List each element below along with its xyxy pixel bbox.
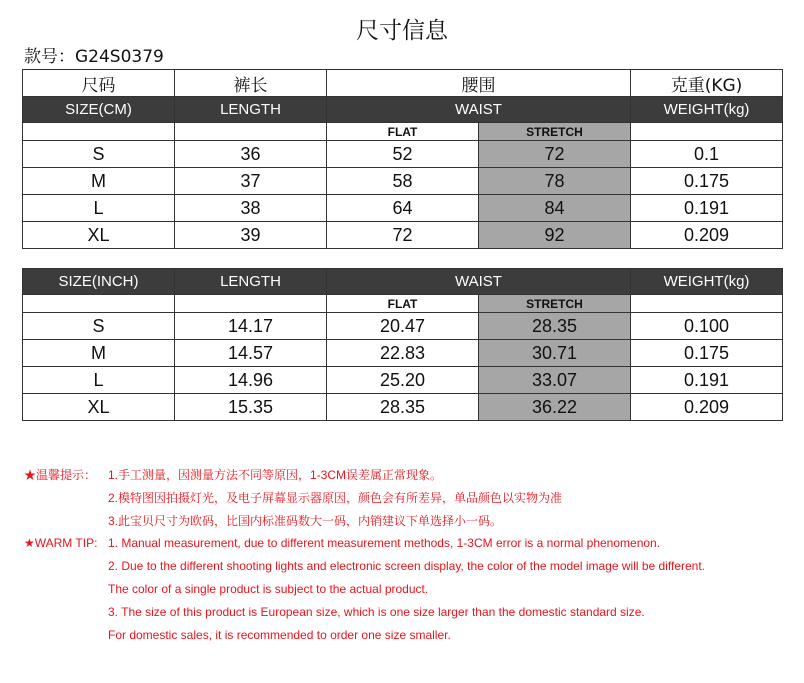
table-row xyxy=(23,222,783,249)
page-title: 尺寸信息 xyxy=(356,18,448,44)
size-cell: L xyxy=(23,195,175,222)
header-length: LENGTH xyxy=(175,97,327,123)
cn-tip-line: 2.模特图因拍摄灯光，及电子屏幕显示器原因，颜色会有所差异，单品颜色以实物为准 xyxy=(108,491,563,505)
flat-cell: 25.20 xyxy=(327,367,479,394)
size-cell: M xyxy=(23,340,175,367)
header-flat: FLAT xyxy=(327,295,479,313)
flat-cell: 22.83 xyxy=(327,340,479,367)
header-size-cn: 尺码 xyxy=(23,70,175,97)
header-weight-cn: 克重(KG) xyxy=(631,70,783,97)
header-waist-cn: 腰围 xyxy=(327,70,631,97)
size-cell: L xyxy=(23,367,175,394)
en-tip-line: For domestic sales, it is recommended to order one size smaller. xyxy=(108,628,451,642)
stretch-cell: 30.71 xyxy=(479,340,631,367)
empty-cell xyxy=(175,295,327,313)
length-cell: 14.96 xyxy=(175,367,327,394)
length-cell: 15.35 xyxy=(175,394,327,421)
size-table-cm xyxy=(22,69,783,249)
empty-cell xyxy=(23,295,175,313)
length-cell: 38 xyxy=(175,195,327,222)
en-tip-label: ★WARM TIP: xyxy=(24,536,98,550)
stretch-cell: 92 xyxy=(479,222,631,249)
chinese-header-row xyxy=(23,70,783,97)
header-size: SIZE(INCH) xyxy=(23,269,175,295)
cn-tip-line: 3.此宝贝尺寸为欧码，比国内标准码数大一码，内销建议下单选择小一码。 xyxy=(108,514,503,528)
table-row xyxy=(23,168,783,195)
weight-cell: 0.175 xyxy=(631,168,783,195)
length-cell: 36 xyxy=(175,141,327,168)
stretch-cell: 72 xyxy=(479,141,631,168)
length-cell: 37 xyxy=(175,168,327,195)
sub-header-row xyxy=(23,295,783,313)
size-cell: XL xyxy=(23,394,175,421)
header-stretch: STRETCH xyxy=(479,123,631,141)
style-number: 款号：G24S0379 xyxy=(24,47,164,67)
empty-cell xyxy=(631,123,783,141)
weight-cell: 0.209 xyxy=(631,394,783,421)
table-row xyxy=(23,340,783,367)
stretch-cell: 84 xyxy=(479,195,631,222)
en-tip-line: The color of a single product is subject to the actual product. xyxy=(108,582,429,596)
english-header-row xyxy=(23,97,783,123)
length-cell: 39 xyxy=(175,222,327,249)
header-waist: WAIST xyxy=(327,97,631,123)
weight-cell: 0.209 xyxy=(631,222,783,249)
table-row xyxy=(23,313,783,340)
size-cell: S xyxy=(23,313,175,340)
en-tip-line: 1. Manual measurement, due to different measurement methods, 1-3CM error is a normal phenomenon. xyxy=(108,536,661,550)
empty-cell xyxy=(631,295,783,313)
flat-cell: 72 xyxy=(327,222,479,249)
weight-cell: 0.191 xyxy=(631,195,783,222)
size-cell: S xyxy=(23,141,175,168)
flat-cell: 20.47 xyxy=(327,313,479,340)
header-stretch: STRETCH xyxy=(479,295,631,313)
weight-cell: 0.100 xyxy=(631,313,783,340)
english-header-row xyxy=(23,269,783,295)
cn-tip-line: 1.手工测量，因测量方法不同等原因，1-3CM误差属正常现象。 xyxy=(108,468,443,482)
stretch-cell: 78 xyxy=(479,168,631,195)
header-weight: WEIGHT(kg) xyxy=(631,97,783,123)
empty-cell xyxy=(175,123,327,141)
stretch-cell: 36.22 xyxy=(479,394,631,421)
cn-tip-label: ★温馨提示： xyxy=(24,468,97,482)
flat-cell: 64 xyxy=(327,195,479,222)
stretch-cell: 33.07 xyxy=(479,367,631,394)
header-waist: WAIST xyxy=(327,269,631,295)
flat-cell: 58 xyxy=(327,168,479,195)
weight-cell: 0.175 xyxy=(631,340,783,367)
table-row xyxy=(23,195,783,222)
stretch-cell: 28.35 xyxy=(479,313,631,340)
en-tip-line: 2. Due to the different shooting lights and electronic screen display, the color of the model image will be different. xyxy=(108,559,706,573)
en-tip-line: 3. The size of this product is European size, which is one size larger than the domestic standard size. xyxy=(108,605,645,619)
length-cell: 14.17 xyxy=(175,313,327,340)
header-size: SIZE(CM) xyxy=(23,97,175,123)
table-row xyxy=(23,394,783,421)
header-length-cn: 裤长 xyxy=(175,70,327,97)
flat-cell: 52 xyxy=(327,141,479,168)
flat-cell: 28.35 xyxy=(327,394,479,421)
header-length: LENGTH xyxy=(175,269,327,295)
header-weight: WEIGHT(kg) xyxy=(631,269,783,295)
length-cell: 14.57 xyxy=(175,340,327,367)
size-cell: M xyxy=(23,168,175,195)
table-row xyxy=(23,367,783,394)
header-flat: FLAT xyxy=(327,123,479,141)
weight-cell: 0.1 xyxy=(631,141,783,168)
empty-cell xyxy=(23,123,175,141)
sub-header-row xyxy=(23,123,783,141)
size-table-inch xyxy=(22,268,783,421)
table-row xyxy=(23,141,783,168)
size-cell: XL xyxy=(23,222,175,249)
weight-cell: 0.191 xyxy=(631,367,783,394)
